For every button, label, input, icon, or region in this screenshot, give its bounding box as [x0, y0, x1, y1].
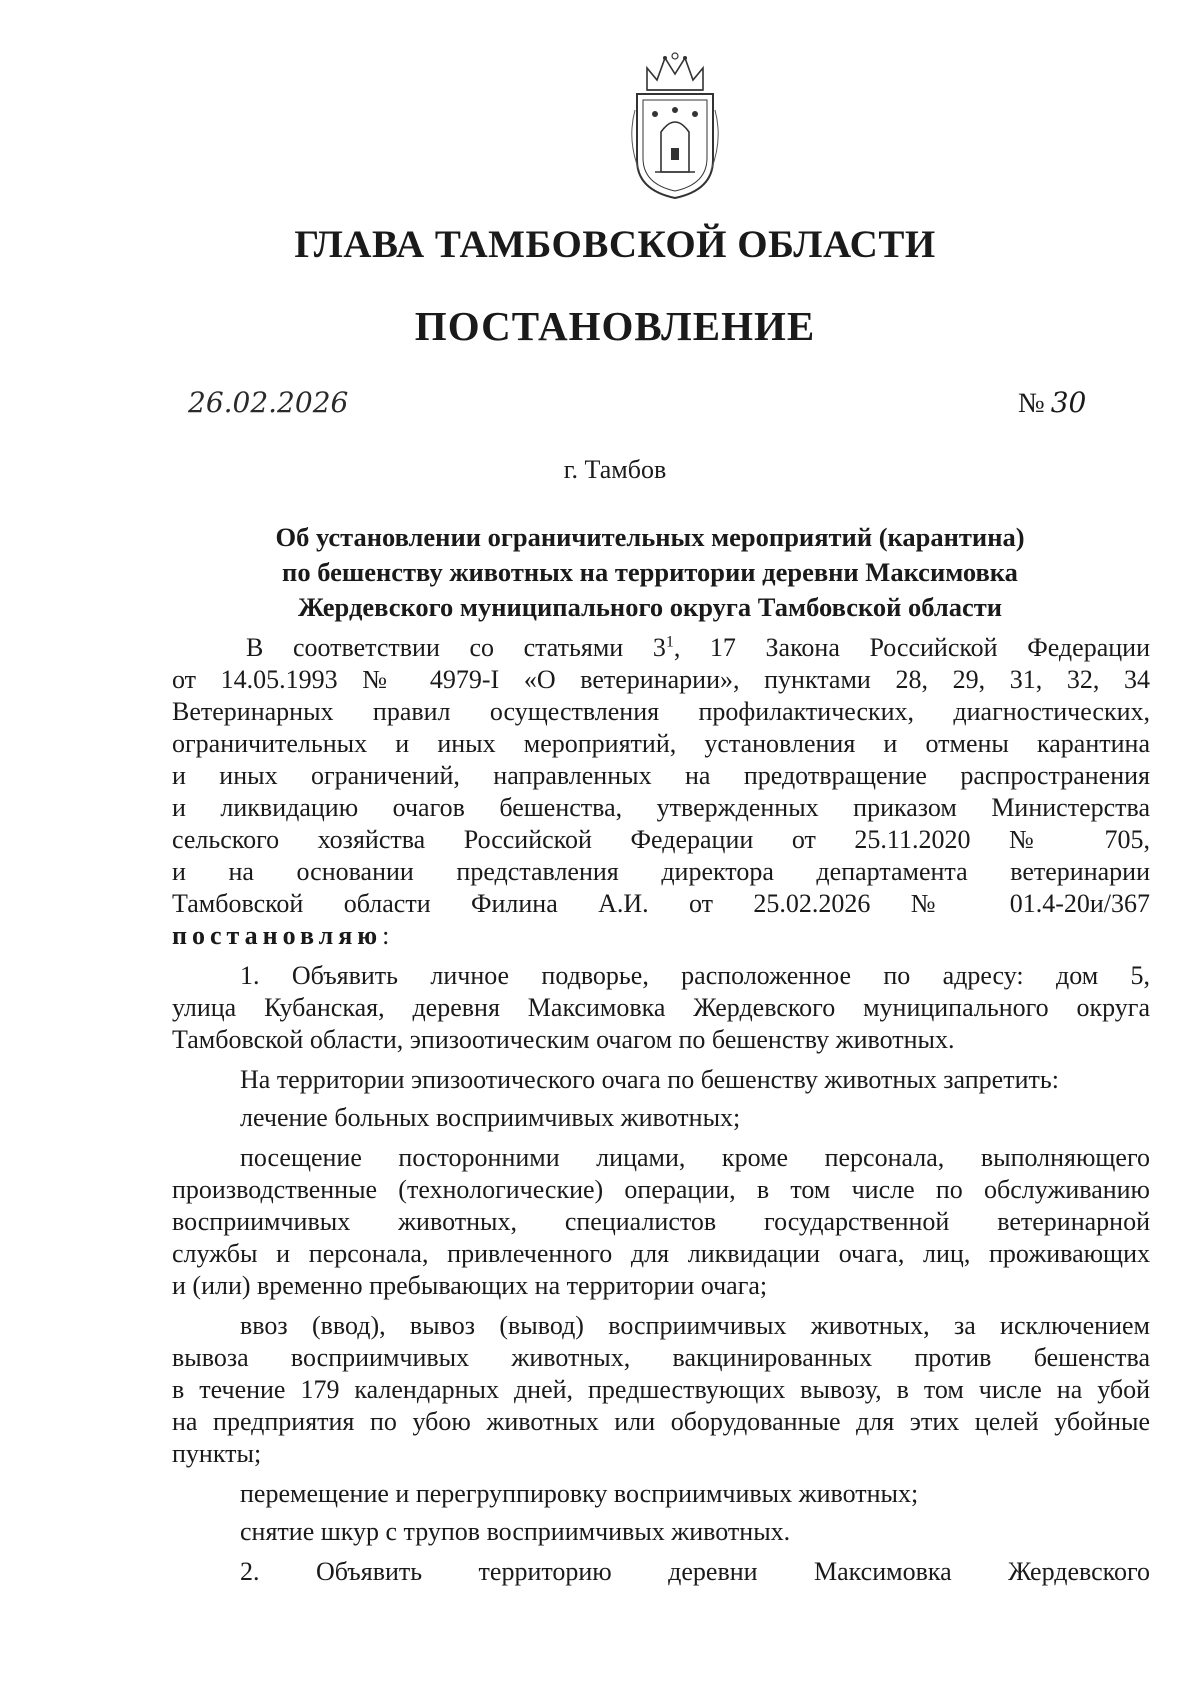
paragraph-line: пункты;	[172, 1439, 262, 1468]
coat-of-arms-icon	[625, 50, 725, 202]
paragraph-line: ограничительных и иных мероприятий, установления и отмены карантина	[172, 729, 1150, 758]
decree-colon: :	[382, 921, 390, 950]
paragraph-line: Тамбовской области Филина А.И. от 25.02.2026 № 01.4-20и/367	[172, 889, 1150, 918]
paragraph-line: сельского хозяйства Российской Федерации от 25.11.2020 № 705,	[172, 825, 1150, 854]
paragraph-line: производственные (технологические) операции, в том числе по обслуживанию	[172, 1175, 1150, 1204]
text-fragment: В соответствии со статьями 3	[246, 633, 666, 662]
document-date: 26.02.2026	[188, 386, 349, 419]
paragraph-line: и иных ограничений, направленных на предотвращение распространения	[172, 761, 1150, 790]
decree-text: постановляю	[172, 921, 383, 950]
paragraph-line: вывоза восприимчивых животных, вакцинированных против бешенства	[172, 1343, 1150, 1372]
paragraph-line: и ликвидацию очагов бешенства, утвержденных приказом Министерства	[172, 793, 1150, 822]
paragraph-line: На территории эпизоотического очага по бешенству животных запретить:	[240, 1065, 1059, 1094]
decree-word	[172, 920, 1150, 952]
paragraph-line: службы и персонала, привлеченного для ликвидации очага, лиц, проживающих	[172, 1239, 1150, 1268]
paragraph-line: и на основании представления директора департамента ветеринарии	[172, 857, 1150, 886]
document-type-heading: ПОСТАНОВЛЕНИЕ	[414, 303, 816, 349]
paragraph-line: от 14.05.1993 № 4979-I «О ветеринарии», пунктами 28, 29, 31, 32, 34	[172, 665, 1150, 694]
paragraph-line: ввоз (ввод), вывоз (вывод) восприимчивых животных, за исключением	[240, 1311, 1150, 1340]
document-subject	[200, 520, 1100, 625]
paragraph-line: Ветеринарных правил осуществления профилактических, диагностических,	[172, 697, 1150, 726]
document-number	[1018, 386, 1086, 420]
subject-line: Жердевского муниципального округа Тамбовской области	[297, 592, 1003, 622]
paragraph-line: 1. Объявить личное подворье, расположенное по адресу: дом 5,	[240, 961, 1150, 990]
subject-line: Об установлении ограничительных мероприятий (карантина)	[275, 522, 1025, 552]
coat-of-arms-emblem	[625, 50, 725, 202]
paragraph-line: и (или) временно пребывающих на территории очага;	[172, 1271, 768, 1300]
paragraph-line: на предприятия по убою животных или оборудованные для этих целей убойные	[172, 1407, 1150, 1436]
paragraph-line: перемещение и перегруппировку восприимчивых животных;	[240, 1479, 919, 1508]
paragraph-line: Тамбовской области, эпизоотическим очагом по бешенству животных.	[172, 1025, 955, 1054]
city: г. Тамбов	[563, 455, 667, 484]
paragraph-line	[246, 632, 1150, 664]
paragraph-line: 2. Объявить территорию деревни Максимовка Жердевского	[240, 1557, 1150, 1586]
paragraph-line: снятие шкур с трупов восприимчивых животных.	[240, 1517, 791, 1546]
number-prefix: №	[1018, 388, 1045, 419]
paragraph-line: посещение посторонними лицами, кроме персонала, выполняющего	[240, 1143, 1150, 1172]
paragraph-line: восприимчивых животных, специалистов государственной ветеринарной	[172, 1207, 1150, 1236]
superscript: 1	[665, 633, 674, 651]
paragraph-line: улица Кубанская, деревня Максимовка Жердевского муниципального округа	[172, 993, 1150, 1022]
subject-line: по бешенству животных на территории деревни Максимовка	[282, 557, 1018, 587]
authority-heading: ГЛАВА ТАМБОВСКОЙ ОБЛАСТИ	[294, 223, 936, 266]
paragraph-line: лечение больных восприимчивых животных;	[240, 1103, 741, 1132]
text-fragment: , 17 Закона Российской Федерации	[673, 633, 1150, 662]
paragraph-line: в течение 179 календарных дней, предшествующих вывозу, в том числе на убой	[172, 1375, 1150, 1404]
number-value: 30	[1050, 386, 1087, 419]
